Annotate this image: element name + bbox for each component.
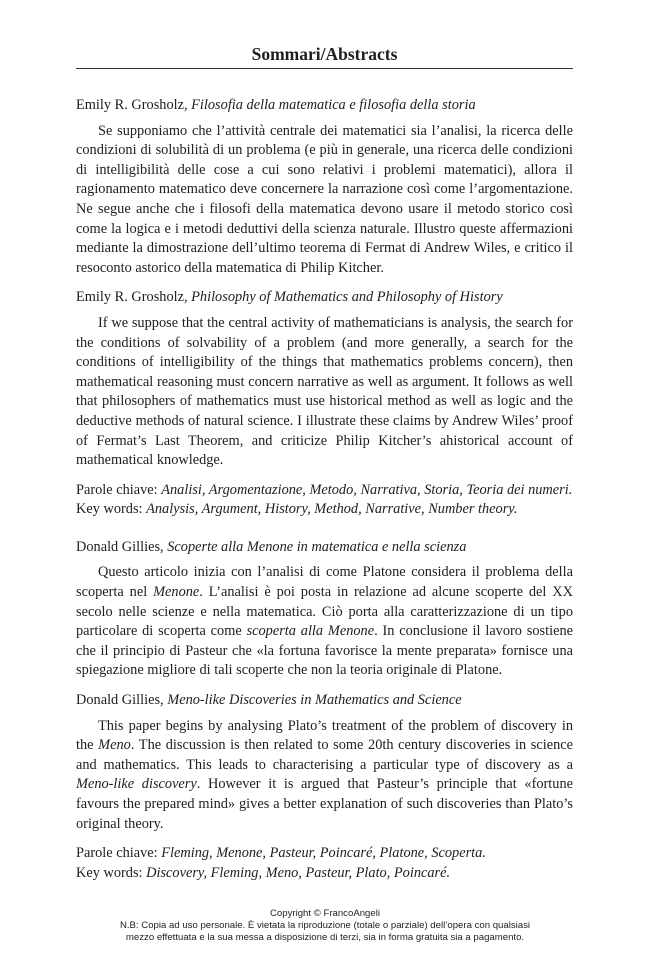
gillies-it-abstract-part2: . L’analisi è poi posta in relazione ad alcune scoperte del XX secolo nelle scienze e nella matematica. Ciò porta alla caratterizzazione di un tipo particolare di scoperta come: [76, 584, 574, 640]
gillies-en-abstract-part3: . However it is argued that Pasteur’s principle that «fortune favours the prepared mind» gives a better explanation of such discoveries than Plato’s original theory.: [76, 776, 573, 832]
gillies-it-abstract-italic2: scoperta alla Menone: [246, 623, 375, 640]
notice-line-2: mezzo effettuata e la sua messa a disposizione di terzi, sia in forma gratuita sia a pagamento.: [125, 932, 525, 943]
gillies-en-title: Meno-like Discoveries in Mathematics and Science: [167, 692, 462, 709]
grosholz-it-author: Emily R. Grosholz,: [76, 97, 188, 113]
keywords-it-label: Parole chiave:: [76, 481, 158, 498]
gillies-keywords-en: [76, 864, 573, 884]
grosholz-keywords-it: [76, 481, 573, 501]
gillies-en-abstract-part1: This paper begins by analysing Plato’s treatment of the problem of discovery in the: [76, 717, 573, 754]
notice-line-1: N.B: Copia ad uso personale. È vietata la riproduzione (totale o parziale) dell’opera con qualsiasi: [119, 920, 531, 931]
grosholz-it-heading: [76, 96, 573, 116]
grosholz-en-author: Emily R. Grosholz,: [76, 289, 188, 306]
gillies-it-abstract-italic1: Menone: [153, 584, 200, 601]
keywords-en-label: Key words:: [76, 501, 143, 518]
gillies-it-abstract-part1: Questo articolo inizia con l’analisi di come Platone considera il problema della scoperta nel: [76, 564, 573, 601]
gillies-it-author: Donald Gillies,: [76, 538, 164, 555]
gillies-en-abstract-part2: . The discussion is then related to some 20th century discoveries in science and mathematics. This leads to characterising a particular type of discovery as a: [76, 737, 573, 773]
gillies-it-abstract: [76, 563, 573, 681]
grosholz-en-abstract: If we suppose that the central activity of mathematicians is analysis, the search for the conditions of solvability of a problem (and more generally, a search for the conditions of intelligibility of the things that mathematics problems concern), then mathematical reasoning must concern narrative as well as argument. It follows as well that philosophers of mathematics must use historical method as well as logic and the deductive methods of natural science. I illustrate these claims by Andrew Wiles’ proof of Fermat’s Last Theorem, and criticize Philip Kitcher’s ahistorical account of mathematical knowledge.: [76, 314, 573, 469]
gillies-en-abstract-italic2: Meno-like discovery: [76, 776, 197, 793]
grosholz-en-heading: [76, 288, 573, 308]
keywords-it-label: Parole chiave:: [76, 845, 158, 862]
gillies-it-abstract-part3: . In conclusione il lavoro sostiene che il principio di Pasteur che «la fortuna favorisce la mente preparata» fornisce una spiegazione migliore di tali scoperte che non la teoria originale di Platone.: [76, 623, 573, 679]
gillies-en-abstract: [76, 717, 573, 835]
keywords-en-label: Key words:: [76, 864, 143, 881]
gillies-en-abstract-italic1: Meno: [98, 737, 131, 754]
gillies-it-title: Scoperte alla Menone in matematica e nella scienza: [167, 538, 467, 555]
grosholz-en-title: Philosophy of Mathematics and Philosophy of History: [191, 289, 503, 306]
copyright-footer: [60, 908, 590, 944]
keywords-en-values: Analysis, Argument, History, Method, Narrative, Number theory.: [146, 501, 518, 518]
grosholz-keywords-en: [76, 500, 573, 520]
abstracts-content: [76, 96, 573, 883]
gillies-en-heading: [76, 691, 573, 711]
gillies-keywords-it: [76, 844, 573, 864]
keywords-it-values: Analisi, Argomentazione, Metodo, Narrativa, Storia, Teoria dei numeri.: [161, 481, 573, 498]
page-title: Sommari/Abstracts: [76, 44, 573, 69]
grosholz-it-title: Filosofia della matematica e filosofia della storia: [191, 97, 476, 113]
keywords-it-values: Fleming, Menone, Pasteur, Poincaré, Platone, Scoperta.: [161, 845, 486, 862]
grosholz-it-abstract: Se supponiamo che l’attività centrale dei matematici sia l’analisi, la ricerca delle condizioni di solubilità di un problema (e più in generale, una ricerca delle condizioni di intelligibilità delle cose a cui sono relativi i problemi matematici), allora il ragionamento matematico deve concernere la narrazione così come l’argomentazione. Ne segue anche che i filosofi della matematica devono usare il metodo storico così come la logica e i metodi deduttivi della scienza naturale. Illustro queste affermazioni mediante la dimostrazione dell’ultimo teorema di Fermat di Andrew Wiles, e critico il resoconto astorico della matematica di Philip Kitcher.: [76, 122, 573, 276]
gillies-it-heading: [76, 538, 573, 558]
keywords-en-values: Discovery, Fleming, Meno, Pasteur, Plato, Poincaré.: [146, 864, 451, 881]
copyright-line: Copyright © FrancoAngeli: [270, 908, 380, 919]
gillies-en-author: Donald Gillies,: [76, 692, 164, 709]
